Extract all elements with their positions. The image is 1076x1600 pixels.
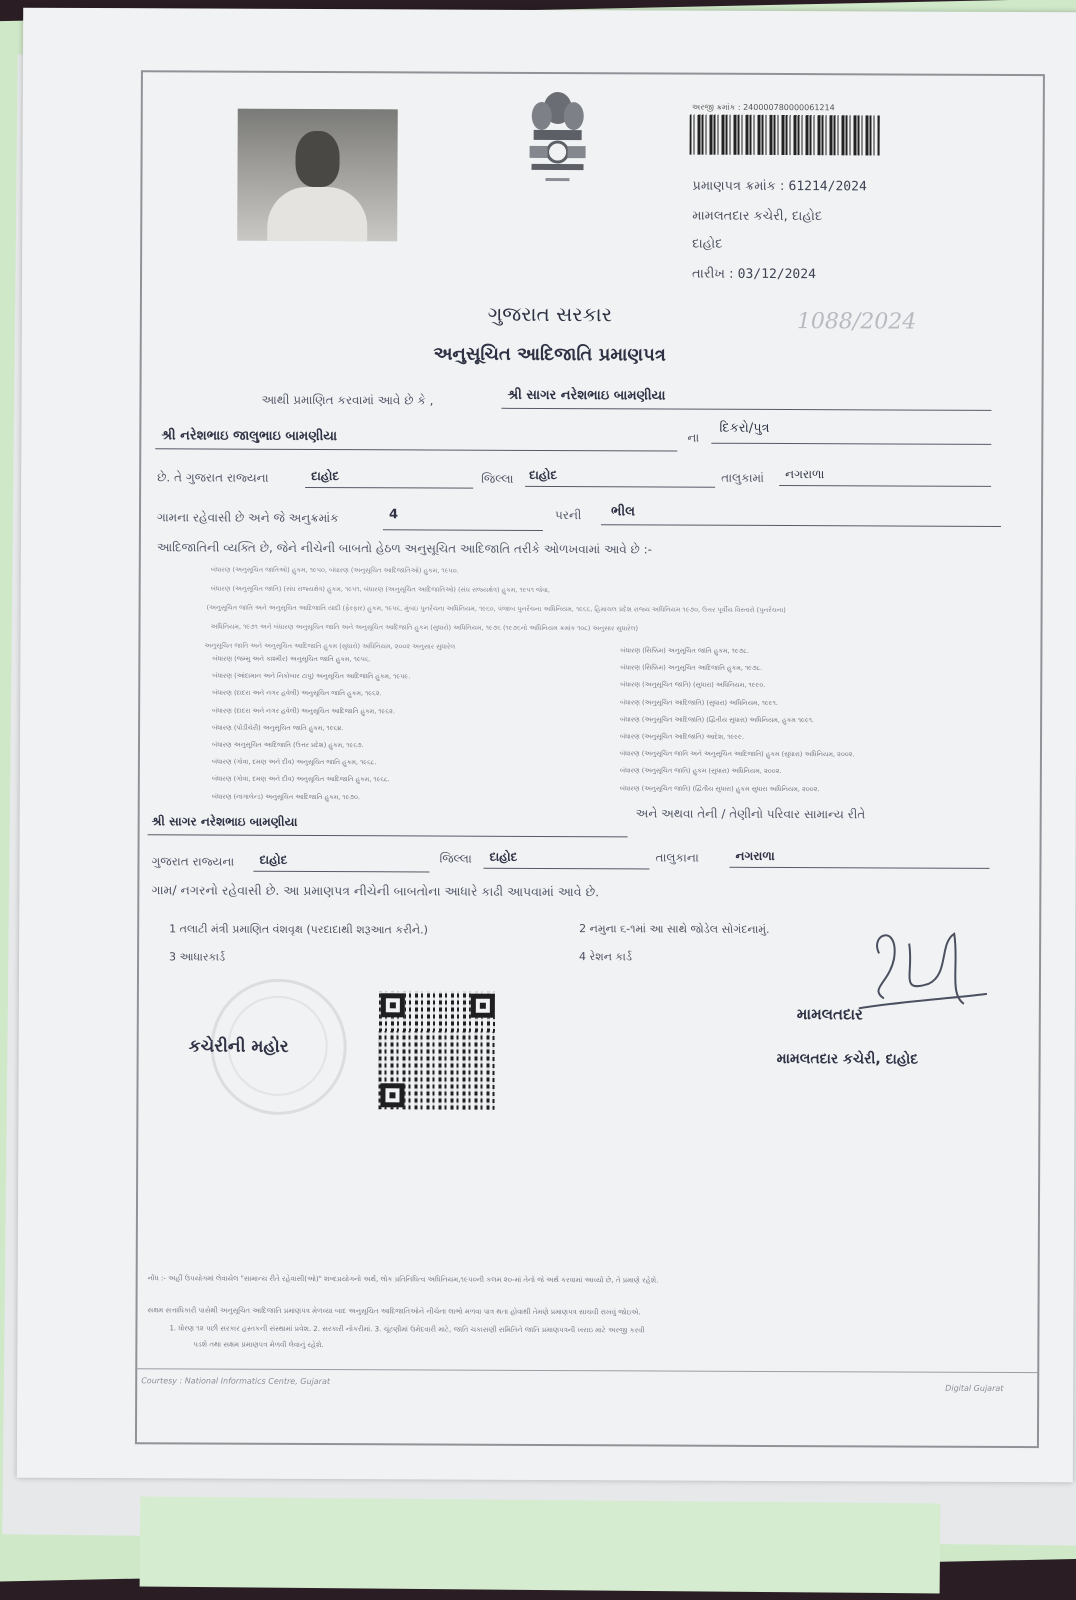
taluka-label: તાલુકામાં <box>721 470 764 485</box>
application-barcode <box>690 115 880 156</box>
certificate-number-label: પ્રમાણપત્ર ક્રમાંક : <box>692 178 785 195</box>
place-2: દાહોદ <box>259 852 288 867</box>
district-2: દાહોદ <box>489 849 518 864</box>
order-item: બંધારણ (અનુસૂચિત જાતિ) (દ્વિતીય સુધારા) હુકમ સુધારા અધિનિયમ, ૨૦૦૨. <box>619 783 820 793</box>
order-item: બંધારણ (ગોવા, દમણ અને દીવ) અનુસૂચિત જાતિ હુકમ, ૧૯૬૮. <box>211 757 377 767</box>
signatory-office: મામલતદાર કચેરી, દાહોદ <box>776 1051 919 1068</box>
issue-date-value: 03/12/2024 <box>737 266 816 283</box>
district-label: જિલ્લા <box>481 471 514 486</box>
qr-finder-pattern <box>471 994 495 1018</box>
doc-item-4: 4 રેશન કાર્ડ <box>579 950 632 964</box>
serial-number: 4 <box>388 507 399 523</box>
doc-item-2: 2 નમુના ૬-૧માં આ સાથે જોડેલ સોગંદનામું. <box>579 922 770 936</box>
district: દાહોદ <box>529 467 558 483</box>
footnote-4: પડશે તથા સક્ષમ પ્રમાણપત્ર મેળવી લેવાનું રહેશે. <box>193 1340 324 1350</box>
order-item: બંધારણ (અનુસૂચિત આદિજાતિ) આદેશ, ૧૯૯૯. <box>620 732 745 741</box>
applicant-name-2: શ્રી સાગર નરેશભાઇ બામણીયા <box>151 814 298 829</box>
orders-left-list <box>212 651 573 807</box>
order-item: બંધારણ (સિક્કિમ) અનુસૂચિત જાતિ હુકમ, ૧૯૭૮. <box>620 646 749 655</box>
family-text: અને અથવા તેની / તેણીનો પરિવાર સામાન્ય રીતે <box>635 806 866 822</box>
relation: દિકરો/પુત્ર <box>719 420 770 436</box>
order-item: બંધારણ (જમ્મુ અને કાશ્મીર) અનુસૂચિત જાતિ હુકમ, ૧૯૫૬. <box>212 654 371 664</box>
resident-prefix: ગામના રહેવાસી છે અને જે અનુક્રમાંક <box>156 510 339 526</box>
father-name: શ્રી નરેશભાઇ જાલુભાઇ બામણીયા <box>161 428 338 445</box>
certificate-paper <box>17 8 1076 1483</box>
order-line: અધિનિયમ, ૧૯૭૧ અને બંધારણ અનુસૂચિત જાતિ અને અનુસૂચિત આદિજાતિ હુકમ (સુધારો) અધિનિયમ, ૧૯૭૬ (૧૯૭૬નો અધિનિયમ ક્રમાંક ૧૦૮) અનુસાર સુધારેલ) <box>210 622 639 633</box>
qr-finder-pattern <box>381 993 405 1017</box>
order-line: (અનુસૂચિત જાતિ અને અનુસૂચિત આદિજાતિ યાદી (ફેરફાર) હુકમ, ૧૯૫૬, મુંબઇ પુનર્રચના અધિનિયમ, ૧૯૬૦, પંજાબ પુનર્રચના અધિનિયમ, ૧૯૬૬, હિમાચલ પ્રદેશ રાજ્ય અધિનિયમ ૧૯૭૦, ઉત્તર પૂર્વીય વિસ્તારો (પુનર્રચના) <box>206 603 786 615</box>
applicant-name: શ્રી સાગર નરેશભાઇ બામણીયા <box>507 387 666 404</box>
state-prefix-2: ગુજરાત રાજ્યના <box>151 854 235 869</box>
order-item: બંધારણ (આંદામાન અને નિકોબાર ટાપુ) અનુસૂચિત આદિજાતિ હુકમ, ૧૯૫૯. <box>212 671 411 681</box>
doc-item-3: 3 આધારકાર્ડ <box>169 950 226 964</box>
taluka-label-2: તાલુકાના <box>655 850 699 865</box>
order-item: બંધારણ અનુસૂચિત આદિજાતિ (ઉત્તર પ્રદેશ) હુકમ, ૧૯૬૭. <box>211 740 364 750</box>
digital-gujarat-text: Digital Gujarat <box>945 1383 1004 1393</box>
order-item: બંધારણ (સિક્કિમ) અનુસૂચિત આદિજાતિ હુકમ, ૧૯૭૮. <box>620 663 763 673</box>
basis-text: ગામ/ નગરનો રહેવાસી છે. આ પ્રમાણપત્ર નીચેની બાબતોના આધારે કાઢી આપવામાં આવે છે. <box>151 882 600 900</box>
footnote-1: નોંધ :- અહીં ઉપયોગમાં લેવાયેલ "સામાન્ય રીતે રહેવાસી(ઓ)" શબ્દપ્રયોગનો અર્થ, લોક પ્રતિનિધિત્વ અધિનિયમ,૧૯૫૦ની કલમ ૨૦-માં તેનો જે અર્થ કરવામાં આવ્યો છે, તે પ્રમાણે રહેશે. <box>147 1274 659 1285</box>
order-item: બંધારણ (અનુસૂચિત આદિજાતિ) (દ્વિતીય સુધારા) અધિનિયમ, હુકમ ૧૯૯૧. <box>620 715 815 724</box>
certificate-number-value: 61214/2024 <box>788 179 867 195</box>
handwritten-number: 1088/2024 <box>796 309 917 335</box>
order-item: બંધારણ (અનુસૂચિત જાતિ) હુકમ (સુધારા) અધિનિયમ, ૨૦૦૨. <box>619 766 782 776</box>
office-seal-label: કચેરીની મહોર <box>188 1036 289 1057</box>
order-item: બંધારણ (અનુસૂચિત આદિજાતિ) (સુધારા) અધિનિયમ, ૧૯૯૧. <box>620 697 778 707</box>
qr-code <box>378 991 497 1110</box>
order-item: બંધારણ (અનુસૂચિત જાતિ અને અનુસૂચિત આદિજાતિ) હુકમ (સુધારા) અધિનિયમ, ૨૦૦૨. <box>619 749 855 759</box>
issue-date-label: તારીખ : <box>692 266 734 282</box>
photo-head <box>295 131 339 187</box>
footnote-3: 1. ધોરણ ૧૨ પછી સરકાર હસ્તકની સંસ્થામાં પ્રવેશ. 2. સરકારી નોકરીમાં. 3. ચૂંટણીમાં ઉમેદવારી માટે, જાતિ ચકાસણી સમિતિને જાતિ પ્રમાણપત્રની ખરાઇ માટે અરજી કરવી <box>169 1324 645 1335</box>
qr-finder-pattern <box>380 1083 404 1107</box>
order-item: બંધારણ (દાદરા અને નગર હવેલી) અનુસૂચિત આદિજાતિ હુકમ, ૧૯૬૨. <box>212 706 395 715</box>
barcode-label: અરજી ક્રમાંક : 240000780000061214 <box>691 102 835 113</box>
order-line: બંધારણ (અનુસૂચિત જાતિઓ) હુકમ, ૧૯૫૦, બંધારણ (અનુસૂચિત આદિજાતિઓ) હુકમ, ૧૯૫૦. <box>210 565 459 575</box>
order-item: બંધારણ (દાદરા અને નગર હવેલી) અનુસૂચિત જાતિ હુકમ, ૧૯૬૨. <box>212 688 382 698</box>
signatory-title: મામલતદાર <box>796 1005 863 1024</box>
photo-shirt <box>267 187 367 242</box>
order-item: બંધારણ (નાગાલેન્ડ) અનુસૂચિત આદિજાતિ હુકમ, ૧૯૭૦. <box>211 792 360 801</box>
orders-right-list <box>620 642 981 798</box>
taluka: નગરાળા <box>785 467 825 482</box>
issue-date <box>692 267 816 283</box>
courtesy-text: Courtesy : National Informatics Centre, Gujarat <box>141 1376 331 1387</box>
footnote-2: સક્ષમ સત્તાધિકારી પાસેથી અનુસૂચિત આદિજાતિ પ્રમાણપત્ર મેળવ્યા બાદ અનુસૂચિત આદિજાતિઓને નીચેના લાભો મળવા પાત્ર થતા હોવાથી તેમણે પ્રમાણપત્ર સાચવી રાખવું જોઇએ. <box>147 1306 641 1317</box>
order-line: બંધારણ (અનુસૂચિત જાતિ) (સંઘ રાજ્યક્ષેત્ર) હુકમ, ૧૯૫૧, બંધારણ (અનુસૂચિત આદિજાતિઓ) (સંઘ રાજ્યક્ષેત્ર) હુકમ, ૧૯૫૧ જેવા, <box>210 584 550 595</box>
taluka-2: નગરાળા <box>735 848 775 863</box>
order-item: બંધારણ (અનુસૂચિત જાતિ) (સુધારા) અધિનિયમ, ૧૯૯૦. <box>620 680 766 690</box>
government-heading: ગુજરાત સરકાર <box>487 301 613 327</box>
national-emblem-icon <box>519 86 595 190</box>
state-prefix: છે. તે ગુજરાત રાજ્યના <box>157 470 269 485</box>
applicant-photo <box>237 109 398 242</box>
order-item: બંધારણ (પોંડીચેરી) અનુસૂચિત જાતિ હુકમ, ૧૯૬૪. <box>212 723 344 732</box>
order-item: બંધારણ (ગોવા, દમણ અને દીવ) અનુસૂચિત આદિજાતિ હુકમ, ૧૯૬૮. <box>211 774 390 784</box>
district-label-2: જિલ્લા <box>439 851 472 866</box>
tribe-recognition-text: આદિજાતિની વ્યક્તિ છે, જેને નીચેની બાબતો હેઠળ અનુસૂચિત આદિજાતિ તરીકે ઓળખવામાં આવે છે :- <box>156 540 653 557</box>
certify-text: આથી પ્રમાણિત કરવામાં આવે છે કે , <box>261 392 434 408</box>
na-text: ના <box>687 430 700 445</box>
par-ni-text: પરની <box>554 508 582 523</box>
green-strip-bottom <box>140 1497 941 1594</box>
tribe-name: ભીલ <box>610 504 636 520</box>
doc-item-1: 1 તલાટી મંત્રી પ્રમાણિત વંશવૃક્ષ (પરદાદાથી શરૂઆત કરીને.) <box>169 922 428 937</box>
order-line: અનુસૂચિત જાતિ અને અનુસૂચિત આદિજાતિ હુકમ (સુધારો) અધિનિયમ, ૨૦૦૨ અનુસાર સુધારેલ <box>204 641 456 651</box>
issuing-office-city: દાહોદ <box>692 236 723 252</box>
issuing-office: મામલતદાર કચેરી, દાહોદ <box>692 208 823 225</box>
place-1: દાહોદ <box>311 468 340 484</box>
certificate-number <box>692 179 866 195</box>
certificate-title: અનુસૂચિત આદિજાતિ પ્રમાણપત્ર <box>433 343 666 366</box>
